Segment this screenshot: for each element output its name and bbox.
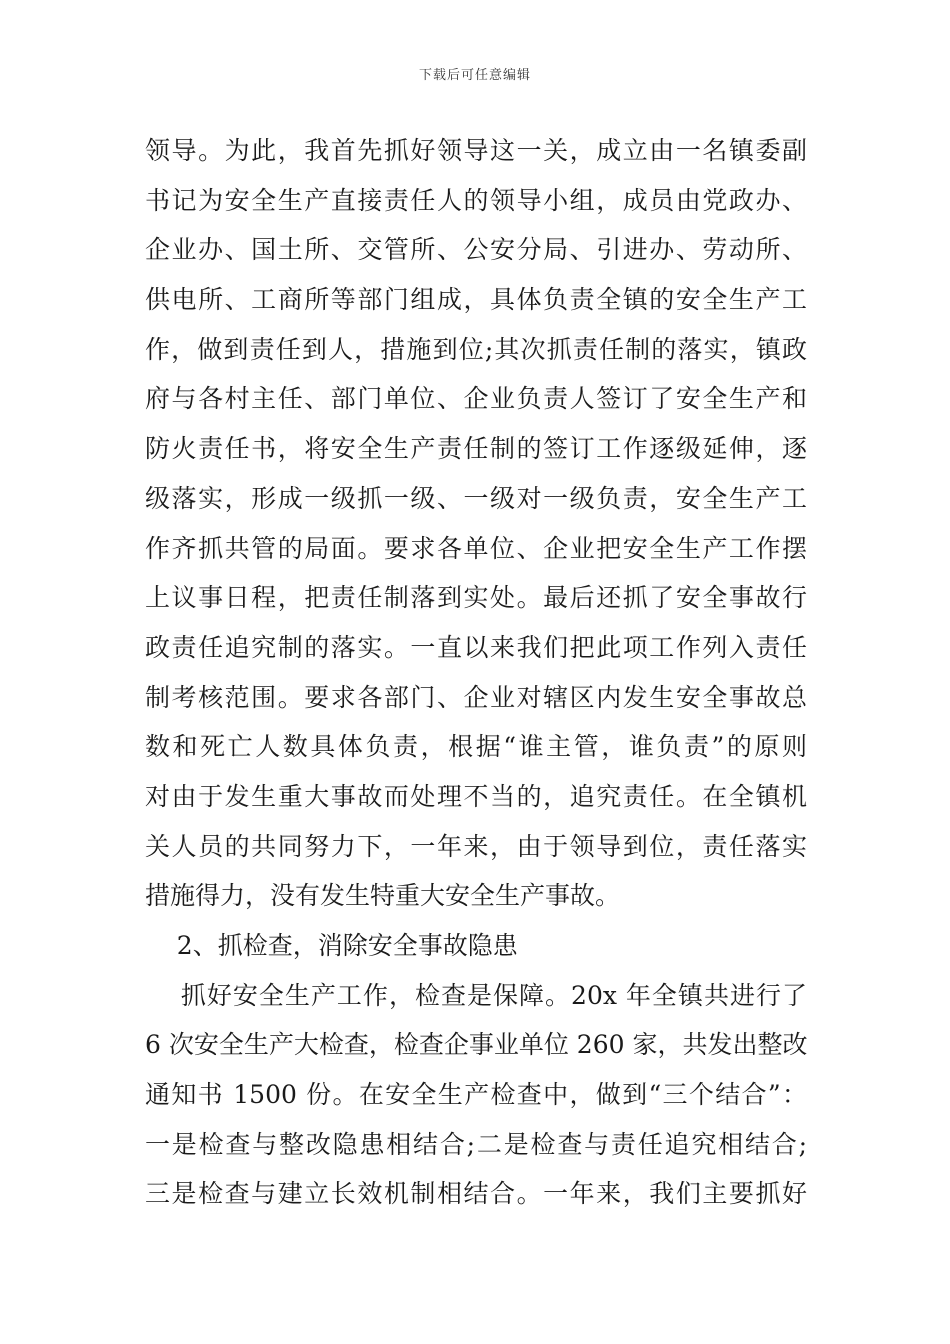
text-line: 政责任追究制的落实。一直以来我们把此项工作列入责任 xyxy=(145,632,807,662)
text-line: 府与各村主任、部门单位、企业负责人签订了安全生产和 xyxy=(145,384,807,414)
text-line: 三是检查与建立长效机制相结合。一年来，我们主要抓好 xyxy=(145,1179,807,1209)
text-line: 关人员的共同努力下，一年来，由于领导到位，责任落实 xyxy=(145,831,807,861)
text-line: 制考核范围。要求各部门、企业对辖区内发生安全事故总 xyxy=(145,682,807,712)
text-line: 措施得力，没有发生特重大安全生产事故。 xyxy=(145,881,621,911)
text-line: 作，做到责任到人，措施到位;其次抓责任制的落实，镇政 xyxy=(145,334,807,364)
page-header-note: 下载后可任意编辑 xyxy=(418,68,531,83)
text-line: 通知书 1500 份。在安全生产检查中，做到“三个结合”： xyxy=(145,1080,807,1110)
text-line: 抓好安全生产工作，检查是保障。20x 年全镇共进行了 xyxy=(145,980,807,1010)
text-line: 供电所、工商所等部门组成，具体负责全镇的安全生产工 xyxy=(145,285,807,315)
text-line: 企业办、国土所、交管所、公安分局、引进办、劳动所、 xyxy=(145,235,807,265)
text-line: 书记为安全生产直接责任人的领导小组，成员由党政办、 xyxy=(145,185,807,215)
document-body xyxy=(145,126,807,1219)
text-line: 作齐抓共管的局面。要求各单位、企业把安全生产工作摆 xyxy=(145,533,807,563)
text-line: 级落实，形成一级抓一级、一级对一级负责，安全生产工 xyxy=(145,483,807,513)
text-line: 对由于发生重大事故而处理不当的，追究责任。在全镇机 xyxy=(145,781,807,811)
text-line: 领导。为此，我首先抓好领导这一关，成立由一名镇委副 xyxy=(145,136,807,165)
text-line: 6 次安全生产大检查，检查企事业单位 260 家，共发出整改 xyxy=(145,1030,807,1060)
text-line: 数和死亡人数具体负责，根据“谁主管，谁负责”的原则 xyxy=(145,732,807,762)
text-line: 一是检查与整改隐患相结合;二是检查与责任追究相结合; xyxy=(145,1129,807,1159)
text-line: 上议事日程，把责任制落到实处。最后还抓了安全事故行 xyxy=(145,583,807,613)
text-line: 防火责任书，将安全生产责任制的签订工作逐级延伸，逐 xyxy=(145,434,807,464)
section-heading: 2、抓检查，消除安全事故隐患 xyxy=(145,931,518,960)
